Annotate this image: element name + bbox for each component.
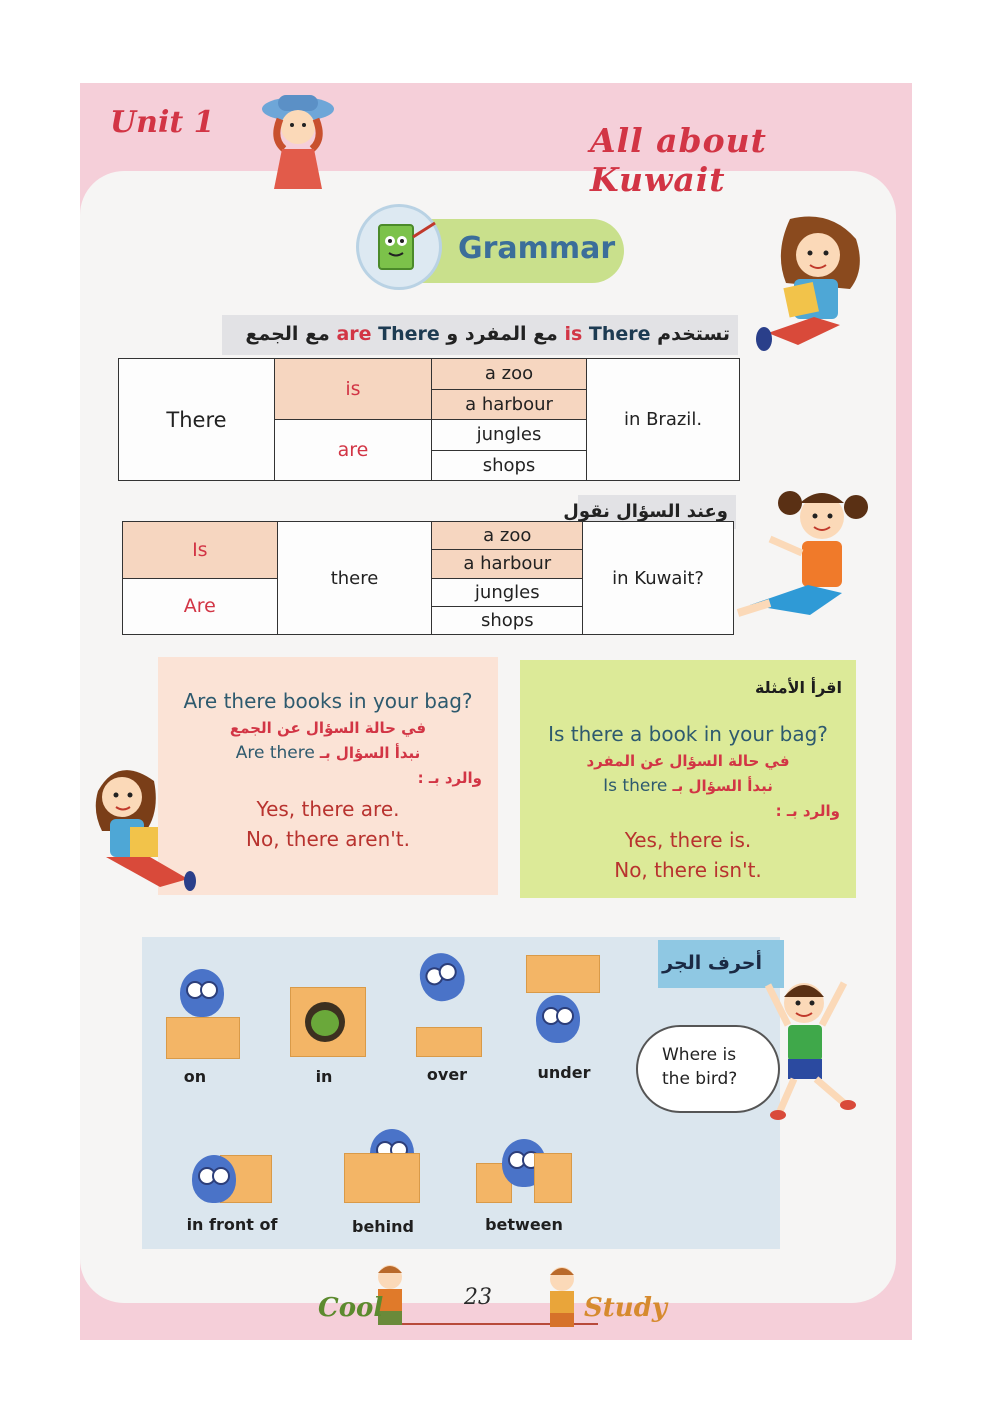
- table2-verb-is: Is: [123, 522, 278, 579]
- table1-verb-are: are: [275, 420, 432, 481]
- preposition-label-in: in: [315, 1067, 333, 1086]
- plural-answer-no: No, there aren't.: [246, 827, 410, 851]
- owl-in-front-of-icon: [192, 1155, 236, 1203]
- plural-answer-label: والرد بـ :: [417, 769, 482, 787]
- plural-example-box: [158, 657, 498, 895]
- preposition-label-between: between: [485, 1215, 563, 1234]
- singular-example-box: [520, 660, 856, 898]
- table1-place: in Brazil.: [587, 359, 740, 481]
- owl-under-icon: [536, 995, 580, 1043]
- girl-with-hat-illustration: [258, 89, 338, 199]
- rule-there-plural: There: [378, 323, 440, 345]
- girl-sitting-illustration: [730, 481, 880, 631]
- singular-start-en: Is there: [603, 776, 668, 796]
- table2-noun: a harbour: [432, 550, 583, 578]
- box-on-icon: [166, 1017, 240, 1059]
- plural-start-en: Are there: [235, 743, 315, 763]
- table1-noun: a harbour: [432, 389, 587, 420]
- owl-on-icon: [180, 969, 224, 1017]
- examples-heading: اقرأ الأمثلة: [754, 678, 842, 697]
- singular-start: [520, 776, 856, 796]
- unit-topic: All about Kuwait: [590, 121, 767, 199]
- table2-place: in Kuwait?: [583, 522, 734, 635]
- question-strip-text: وعند السؤال نقول: [563, 501, 728, 522]
- singular-answer-yes: Yes, there is.: [624, 828, 752, 852]
- table2-noun: a zoo: [432, 522, 583, 550]
- footer-boy-right-illustration: [536, 1265, 586, 1335]
- plural-note: في حالة السؤال عن الجمع: [229, 719, 427, 737]
- table2-noun: shops: [432, 606, 583, 634]
- plural-start: [158, 743, 498, 763]
- table2-verb-are: Are: [123, 578, 278, 635]
- rule-mid: مع المفرد و: [446, 323, 558, 345]
- singular-answer-label: والرد بـ :: [775, 802, 840, 820]
- singular-note: في حالة السؤال عن المفرد: [586, 752, 790, 770]
- singular-start-ar: نبدأ السؤال بـ: [672, 777, 773, 795]
- grammar-book-icon: [356, 204, 442, 290]
- box-behind-icon: [344, 1153, 420, 1203]
- table1-noun: shops: [432, 450, 587, 481]
- rule-prefix: تستخدم: [657, 323, 730, 345]
- box-over-icon: [416, 1027, 482, 1057]
- plural-question: Are there books in your bag?: [183, 689, 473, 713]
- box-in-icon: [290, 987, 366, 1057]
- singular-answer-no: No, there isn't.: [614, 858, 762, 882]
- rule-there-singular: There: [588, 323, 651, 345]
- table1-noun: a zoo: [432, 359, 587, 390]
- preposition-label-in-front-of: in front of: [186, 1215, 278, 1234]
- footer-study: Study: [584, 1293, 667, 1323]
- girl-reading-illustration: [748, 213, 868, 363]
- rule-strip-text: [245, 323, 730, 345]
- speech-bubble: [636, 1025, 780, 1113]
- rule-are-word: are: [336, 323, 372, 345]
- table1-subject: There: [119, 359, 275, 481]
- prepositions-heading: أحرف الجر: [662, 952, 762, 974]
- plural-start-ar: نبدأ السؤال بـ: [319, 744, 421, 762]
- table1-noun: jungles: [432, 420, 587, 451]
- preposition-label-on: on: [183, 1067, 207, 1086]
- preposition-label-over: over: [426, 1065, 468, 1084]
- page: [80, 83, 912, 1340]
- table1-verb-is: is: [275, 359, 432, 420]
- girl-reading-left-illustration: [90, 761, 200, 901]
- bubble-line-1: Where is: [662, 1045, 737, 1065]
- box-under-icon: [526, 955, 600, 993]
- rule-strip: [222, 315, 738, 355]
- singular-question: Is there a book in your bag?: [548, 722, 828, 746]
- section-title: Grammar: [458, 231, 616, 266]
- plural-answer-yes: Yes, there are.: [256, 797, 400, 821]
- preposition-label-behind: behind: [351, 1217, 415, 1236]
- rule-suffix: مع الجمع: [245, 323, 330, 345]
- rule-is-word: is: [564, 323, 583, 345]
- table2-subject: there: [277, 522, 432, 635]
- page-number: 23: [464, 1285, 492, 1310]
- preposition-label-under: under: [537, 1063, 591, 1082]
- box-between-right-icon: [534, 1153, 572, 1203]
- statement-table: [118, 358, 740, 481]
- table2-noun: jungles: [432, 578, 583, 606]
- footer-cool: Cool: [318, 1293, 384, 1323]
- boy-jumping-illustration: [760, 975, 860, 1125]
- bubble-line-2: the bird?: [662, 1069, 738, 1089]
- question-table: [122, 521, 734, 635]
- unit-label: Unit 1: [110, 105, 215, 140]
